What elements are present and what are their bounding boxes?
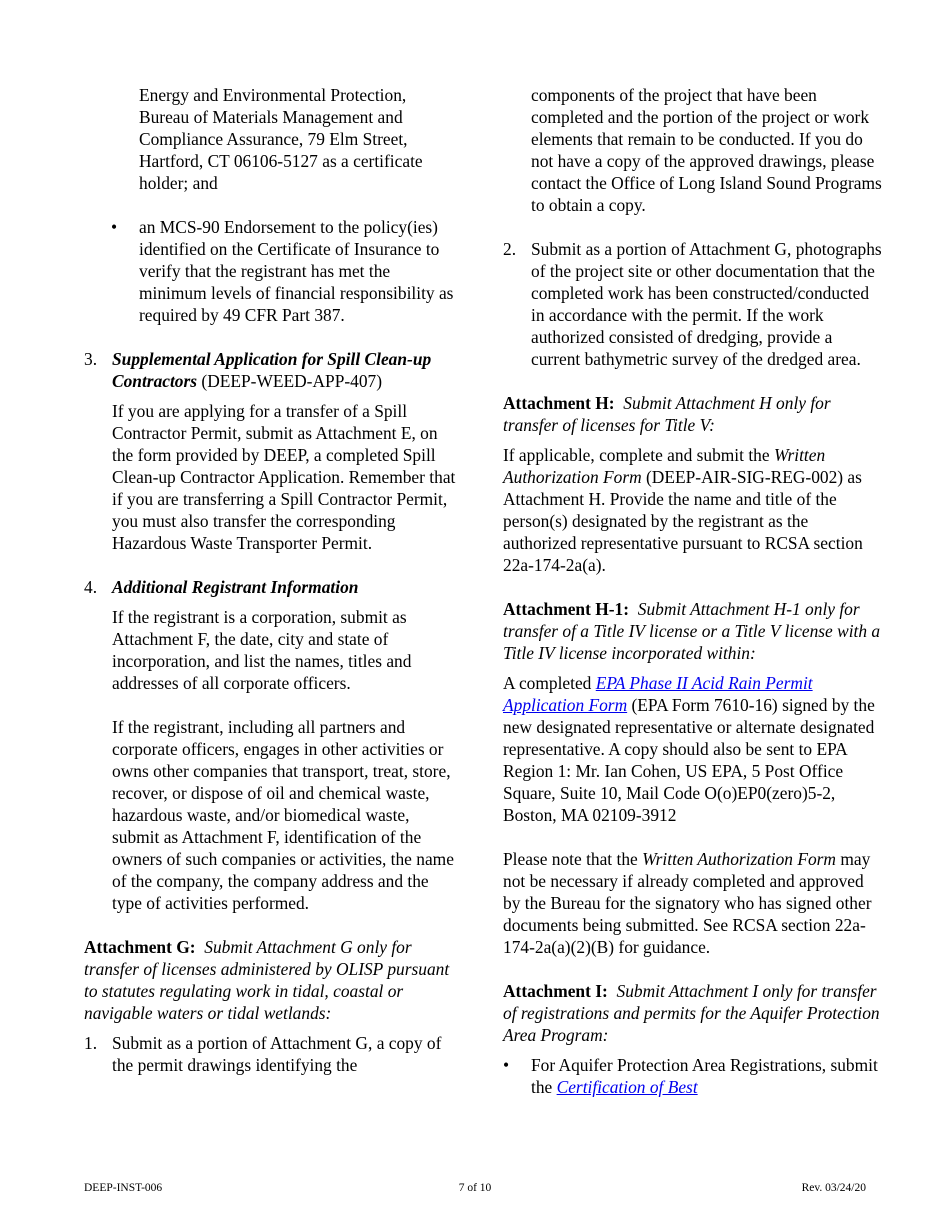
attachment-g-item-2: [503, 238, 883, 370]
left-column: [84, 84, 456, 1076]
attachment-h1-note: [503, 848, 883, 958]
attachment-g-item-2-text: Submit as a portion of Attachment G, photographs of the project site or other documentation that the completed work has been constructed/conducted in accordance with the permit. If the work authorized consisted of dredging, provide a current bathymetric survey of the dredged area.: [531, 239, 882, 369]
mcs90-bullet: [84, 216, 456, 326]
attachment-h1-note-pre: Please note that the: [503, 849, 638, 869]
attachment-h-desc: Submit Attachment H only for transfer of licenses for Title V:: [503, 393, 831, 435]
attachment-h-label: Attachment H:: [503, 393, 615, 413]
attachment-h-form-name: Written Authorization Form: [503, 445, 826, 487]
bullet-icon: •: [111, 217, 118, 237]
attachment-h1-label: Attachment H-1:: [503, 599, 630, 619]
footer-doc-id: DEEP-INST-006: [84, 1182, 163, 1194]
item-3-heading: [84, 348, 456, 392]
attachment-h-body-post: (DEEP-AIR-SIG-REG-002) as Attachment H. Provide the name and title of the person(s) designated by the registrant as the authorized representative pursuant to RCSA section 22a-174-2a(a).: [503, 467, 863, 575]
attachment-i-label: Attachment I:: [503, 981, 608, 1001]
attachment-h1-body-post: (EPA Form 7610-16) signed by the new designated representative or alternate designated representative. A copy should also be sent to EPA Region 1: Mr. Ian Cohen, US EPA, 5 Post Office Square, Suite 10, Mail Code O(o)EP0(zero)5-2, Boston, MA 02109-3912: [503, 695, 875, 825]
item-3-number: 3.: [84, 349, 98, 369]
mcs90-text: an MCS-90 Endorsement to the policy(ies) identified on the Certificate of Insurance to verify that the registrant has met the minimum levels of financial responsibility as required by 49 CFR Part 387.: [139, 217, 454, 325]
epa-acid-rain-form-link[interactable]: EPA Phase II Acid Rain Permit Application Form: [503, 673, 813, 715]
attachment-g-item-2-number: 2.: [503, 239, 517, 259]
certification-of-best-link[interactable]: Certification of Best: [556, 1077, 698, 1097]
attachment-g-desc: Submit Attachment G only for transfer of licenses administered by OLISP pursuant to statutes regulating work in tidal, coastal or navigable waters or tidal wetlands:: [84, 937, 450, 1023]
attachment-h1-desc: Submit Attachment H-1 only for transfer of a Title IV license or a Title V license with a Title IV license incorporated within:: [503, 599, 881, 663]
attachment-g-item-1-text: Submit as a portion of Attachment G, a copy of the permit drawings identifying the: [112, 1033, 442, 1075]
certificate-holder-text: Energy and Environmental Protection, Bureau of Materials Management and Compliance Assurance, 79 Elm Street, Hartford, CT 06106-5127 as a certificate holder; and: [139, 85, 423, 193]
attachment-h1-heading: [503, 598, 883, 664]
item-4-title: Additional Registrant Information: [112, 577, 359, 597]
attachment-g-heading: [84, 936, 456, 1024]
item-4-body-1: If the registrant is a corporation, submit as Attachment F, the date, city and state of incorporation, and list the names, titles and addresses of all corporate officers.: [112, 607, 412, 693]
attachment-g-item-1: [84, 1032, 456, 1076]
attachment-h1-note-form: Written Authorization Form: [642, 849, 836, 869]
item-4-number: 4.: [84, 577, 98, 597]
right-column: [503, 84, 883, 1098]
attachment-i-bullet: [503, 1054, 883, 1098]
attachment-i-bullet-text: For Aquifer Protection Area Registrations, submit the: [531, 1055, 878, 1097]
item-3-code: (DEEP-WEED-APP-407): [201, 371, 383, 391]
attachment-h1-body: [503, 672, 883, 826]
attachment-h1-note-post: may not be necessary if already completed and approved by the Bureau for the signatory who has signed other documents being submitted. See RCSA section 22a-174-2a(a)(2)(B) for guidance.: [503, 849, 872, 957]
attachment-i-desc: Submit Attachment I only for transfer of registrations and permits for the Aquifer Protection Area Program:: [503, 981, 880, 1045]
attachment-h-heading: [503, 392, 883, 436]
attachment-i-heading: [503, 980, 883, 1046]
attachment-h1-body-pre: A completed: [503, 673, 592, 693]
footer-page-number: 7 of 10: [458, 1182, 492, 1194]
item-4-body-2: If the registrant, including all partners and corporate officers, engages in other activities or owns other companies that transport, treat, store, recover, or dispose of oil and chemical waste, hazardous waste, and/or biomedical waste, submit as Attachment F, identification of the owners of such companies or activities, the name of the company, the company address and the type of activities performed.: [112, 717, 454, 913]
attachment-g-item-1-number: 1.: [84, 1033, 98, 1053]
attachment-h-body-pre: If applicable, complete and submit the: [503, 445, 770, 465]
item-3-title: Supplemental Application for Spill Clean-up Contractors: [112, 349, 432, 391]
attachment-h-body: [503, 444, 883, 576]
footer-revision: Rev. 03/24/20: [801, 1182, 866, 1194]
item-3-body: If you are applying for a transfer of a Spill Contractor Permit, submit as Attachment E, on the form provided by DEEP, a completed Spill Clean-up Contractor Application. Remember that if you are transferring a Spill Contractor Permit, you must also transfer the corresponding Hazardous Waste Transporter Permit.: [112, 401, 456, 553]
attachment-g-label: Attachment G:: [84, 937, 196, 957]
item-4-heading: [84, 576, 456, 598]
bullet-icon: •: [503, 1055, 510, 1075]
item-1-continuation: components of the project that have been completed and the portion of the project or work elements that remain to be conducted. If you do not have a copy of the approved drawings, please contact the Office of Long Island Sound Programs to obtain a copy.: [531, 85, 882, 215]
